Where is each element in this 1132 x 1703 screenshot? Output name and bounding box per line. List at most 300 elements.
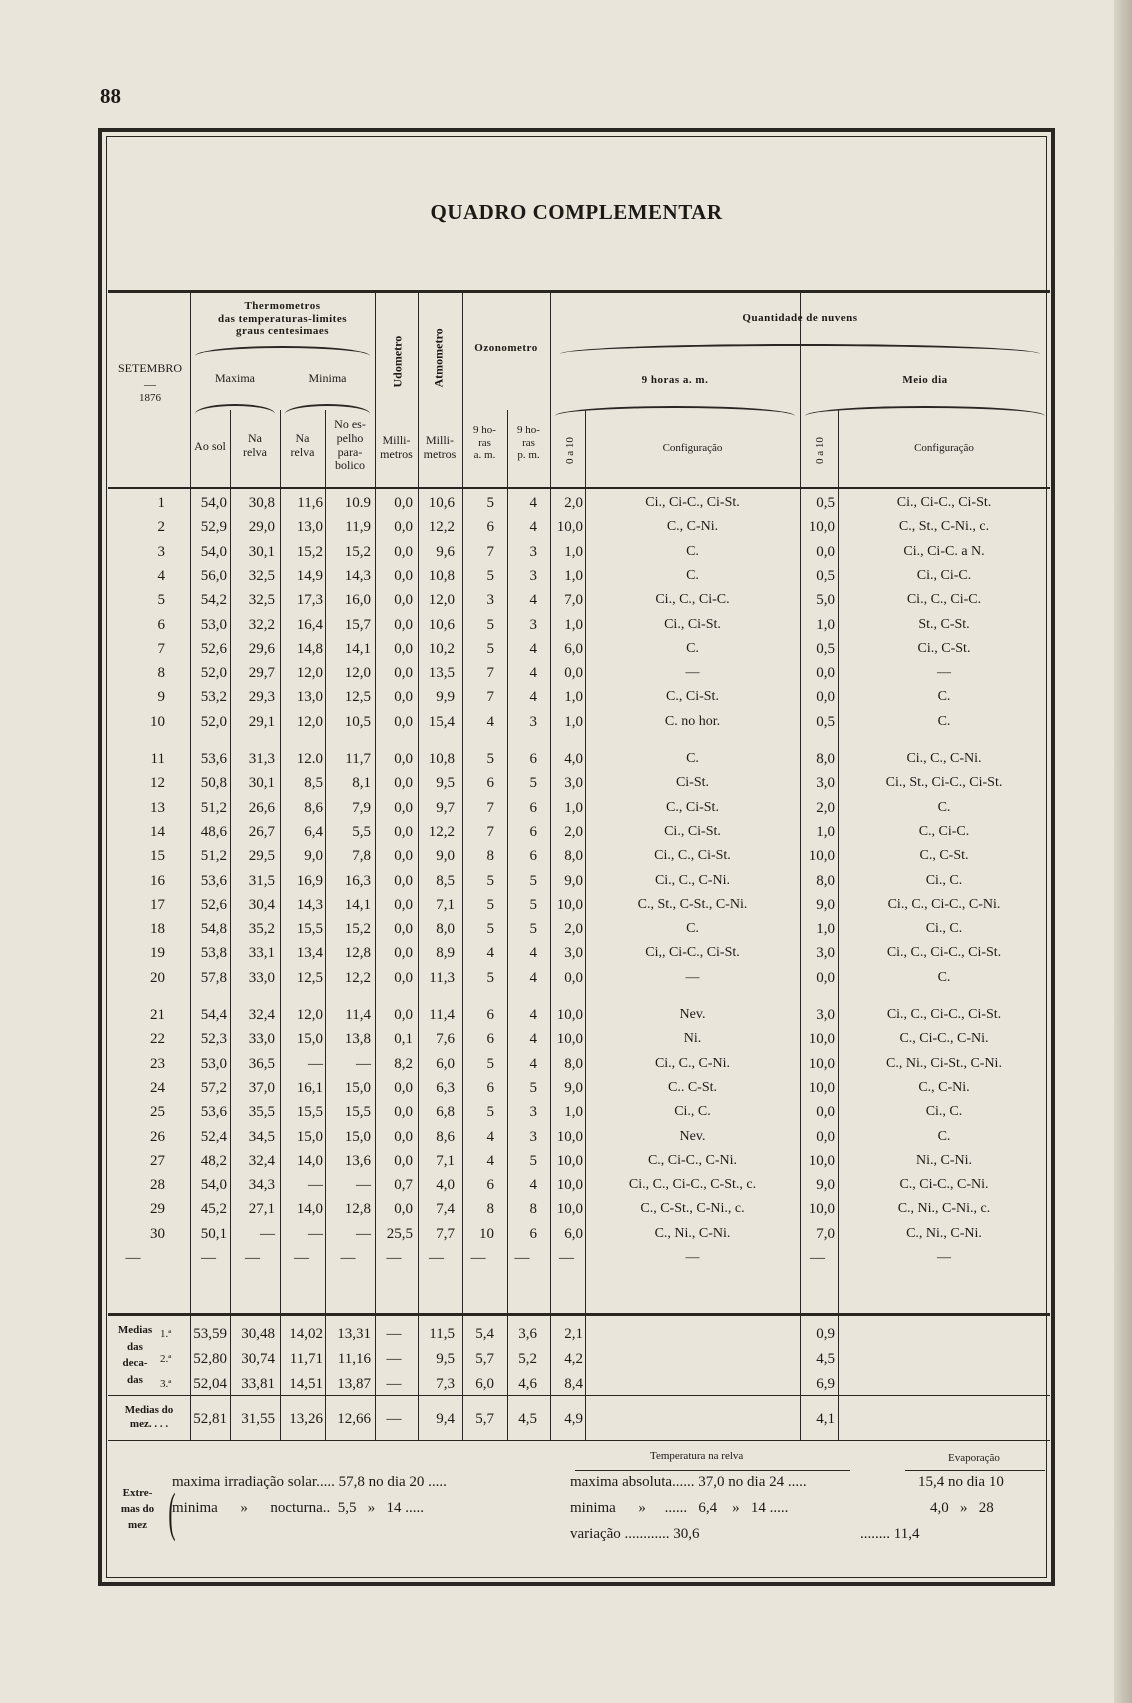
day-cell: 5 xyxy=(157,592,165,609)
table-cell: 0,0 xyxy=(394,665,413,682)
table-cell: 6,0 xyxy=(436,1055,455,1072)
table-cell: 10,0 xyxy=(808,1031,835,1048)
table-cell: Ci., C., Ci-C. xyxy=(906,592,982,608)
table-cell: 12,0 xyxy=(296,713,323,730)
table-cell: 54,8 xyxy=(200,921,227,938)
table-cell: 10,0 xyxy=(556,1007,583,1023)
table-cell: 6 xyxy=(486,1031,494,1048)
table-cell: 7,0 xyxy=(564,592,583,609)
table-cell: 13,5 xyxy=(428,665,455,682)
table-cell: — xyxy=(470,1250,486,1266)
medias-mez-label: Medias do mez. . . . xyxy=(124,1404,174,1430)
table-cell: 0,0 xyxy=(394,567,413,584)
day-cell: 30 xyxy=(150,1225,165,1242)
table-cell: 3,0 xyxy=(816,775,835,792)
table-cell: 0,0 xyxy=(816,543,835,560)
medias-cell: 5,4 xyxy=(475,1326,494,1342)
table-cell: 6 xyxy=(486,1079,494,1096)
table-cell: 5 xyxy=(486,969,494,986)
table-cell: C., Ni., Ci-St., C-Ni. xyxy=(886,1055,1002,1071)
table-cell: — xyxy=(356,1055,371,1072)
table-cell: 3 xyxy=(529,1128,537,1145)
table-cell: 8,6 xyxy=(304,799,323,816)
table-cell: 10 xyxy=(479,1225,494,1242)
table-cell: 12,8 xyxy=(344,945,371,962)
table-cell: 5 xyxy=(486,495,494,511)
table-row xyxy=(0,1052,1132,1076)
medias-cell: 30,48 xyxy=(241,1326,275,1342)
header-ao-sol: Ao sol xyxy=(194,439,226,453)
header-zero-dez-2: 0 a 10 xyxy=(814,437,826,464)
table-cell: 10,0 xyxy=(556,1177,583,1194)
table-cell: 54,2 xyxy=(200,592,227,609)
table-cell: 1,0 xyxy=(816,616,835,633)
table-cell: C., Ci-St. xyxy=(666,689,719,705)
table-row xyxy=(0,540,1132,564)
table-row xyxy=(0,564,1132,588)
table-cell: 57,8 xyxy=(200,969,227,986)
table-cell: 10,0 xyxy=(808,1079,835,1096)
table-cell: — xyxy=(685,665,700,681)
extremas-line3-c: ........ 11,4 xyxy=(860,1526,920,1542)
day-cell: 22 xyxy=(150,1031,165,1048)
table-cell: C., C-Ni. xyxy=(918,1079,970,1095)
table-cell: 0,1 xyxy=(394,1031,413,1048)
table-cell: Ci., C., Ci-C., C-St., c. xyxy=(628,1177,757,1193)
extremas-brace: ( xyxy=(168,1482,176,1542)
table-cell: 10,0 xyxy=(808,1152,835,1169)
table-cell: 32,5 xyxy=(248,592,275,609)
table-cell: 0,0 xyxy=(394,896,413,913)
medias-cell: 14,51 xyxy=(289,1376,323,1392)
table-cell: 9,0 xyxy=(436,848,455,865)
table-cell: 4 xyxy=(529,1007,537,1023)
table-cell: 5 xyxy=(529,872,537,889)
table-row xyxy=(0,1027,1132,1051)
table-cell: 1,0 xyxy=(564,1104,583,1121)
table-cell: 54,0 xyxy=(200,543,227,560)
decada-label: 2.ª xyxy=(160,1353,172,1365)
day-cell: 9 xyxy=(157,689,165,706)
table-cell: 4 xyxy=(529,689,537,706)
table-cell: 8,9 xyxy=(436,945,455,962)
table-cell: — xyxy=(308,1055,323,1072)
table-cell: 36,5 xyxy=(248,1055,275,1072)
table-cell: 5,0 xyxy=(816,592,835,609)
table-cell: Ci-St. xyxy=(675,775,710,791)
table-cell: 10,0 xyxy=(556,1152,583,1169)
medias-cell: 53,59 xyxy=(193,1326,227,1342)
table-cell: 29,3 xyxy=(248,689,275,706)
table-cell: 5 xyxy=(486,1104,494,1121)
table-cell: Ci., C. xyxy=(925,872,963,888)
table-cell: 29,6 xyxy=(248,640,275,657)
table-cell: 7,1 xyxy=(436,896,455,913)
table-cell: 1,0 xyxy=(564,799,583,816)
page-number: 88 xyxy=(100,84,121,108)
table-cell: 5 xyxy=(529,1079,537,1096)
table-cell: — xyxy=(245,1250,260,1266)
day-cell: 12 xyxy=(150,775,165,792)
table-cell: 9,0 xyxy=(304,848,323,865)
table-cell: 7,8 xyxy=(352,848,371,865)
header-thermometros: Thermometros das temperaturas-limites graus centesimaes xyxy=(217,300,347,338)
table-cell: 10,0 xyxy=(556,1201,583,1218)
table-cell: Ci., Ci-C., Ci-St. xyxy=(645,495,740,510)
table-cell: Ci., Ci-St. xyxy=(664,823,721,839)
header-millimetros-a: Milli- metros xyxy=(423,433,457,461)
page-title: QUADRO COMPLEMENTAR xyxy=(430,200,723,224)
table-cell: 13,0 xyxy=(296,519,323,536)
header-na-relva-min: Na relva xyxy=(290,431,315,459)
table-cell: 0,0 xyxy=(816,689,835,706)
table-cell: — xyxy=(308,1225,323,1242)
table-cell: C., C-Ni. xyxy=(666,519,719,535)
table-cell: C. xyxy=(937,799,951,815)
table-cell: 8 xyxy=(529,1201,537,1218)
table-cell: — xyxy=(937,1250,951,1265)
table-cell: 9,9 xyxy=(436,689,455,706)
medias-cell: 9,5 xyxy=(436,1351,455,1367)
table-cell: C. xyxy=(686,640,699,656)
day-cell: 19 xyxy=(150,945,165,962)
table-cell: 7,9 xyxy=(352,799,371,816)
table-cell: 2,0 xyxy=(816,799,835,816)
table-cell: 0,0 xyxy=(394,799,413,816)
table-cell: 6 xyxy=(529,751,537,767)
mez-cell: 13,26 xyxy=(289,1411,323,1427)
table-cell: 35,2 xyxy=(248,921,275,938)
table-row xyxy=(0,613,1132,637)
table-cell: 53,6 xyxy=(200,872,227,889)
medias-cell: 8,4 xyxy=(564,1376,583,1392)
decada-label: 3.ª xyxy=(160,1378,172,1390)
table-cell: 10,5 xyxy=(344,713,371,730)
table-cell: 7 xyxy=(486,689,494,706)
table-cell: 0,0 xyxy=(564,665,583,682)
medias-cell: 4,2 xyxy=(564,1351,583,1367)
table-cell: 8,0 xyxy=(816,751,835,767)
medias-cell: 5,7 xyxy=(475,1351,494,1367)
table-cell: 8,5 xyxy=(304,775,323,792)
day-cell: 10 xyxy=(150,713,165,730)
table-cell: 0,0 xyxy=(394,921,413,938)
evaporacao-rule xyxy=(905,1470,1045,1471)
table-cell: C. xyxy=(937,689,951,705)
table-cell: Ci,, Ci-C., Ci-St. xyxy=(645,945,740,961)
table-cell: 29,0 xyxy=(248,519,275,536)
table-cell: 0,0 xyxy=(394,945,413,962)
table-cell: C., Ci-St. xyxy=(666,799,719,815)
table-cell: 5 xyxy=(486,921,494,938)
table-cell: 12,5 xyxy=(344,689,371,706)
table-cell: 10,0 xyxy=(556,1031,583,1048)
table-cell: 8,6 xyxy=(436,1128,455,1145)
table-cell: Ci., Ci-C. a N. xyxy=(903,543,985,559)
table-cell: 5 xyxy=(486,751,494,767)
table-cell: 9,0 xyxy=(564,872,583,889)
medias-cell: 4,5 xyxy=(816,1351,835,1367)
table-cell: 12,8 xyxy=(344,1201,371,1218)
table-cell: 9,0 xyxy=(564,1079,583,1096)
table-cell: 0,0 xyxy=(394,543,413,560)
table-cell: 8,1 xyxy=(352,775,371,792)
table-cell: 6 xyxy=(486,519,494,536)
mez-cell: — xyxy=(386,1411,402,1427)
medias-cell: 0,9 xyxy=(816,1326,835,1342)
table-cell: C. xyxy=(937,969,951,985)
day-cell: — xyxy=(125,1250,141,1266)
table-cell: — xyxy=(308,1177,323,1194)
table-cell: 15,0 xyxy=(344,1128,371,1145)
table-cell: 13,8 xyxy=(344,1031,371,1048)
day-cell: 13 xyxy=(150,799,165,816)
day-cell: 1 xyxy=(157,495,165,511)
table-cell: 16,4 xyxy=(296,616,323,633)
table-cell: 29,1 xyxy=(248,713,275,730)
table-cell: 31,5 xyxy=(248,872,275,889)
table-cell: 15,2 xyxy=(344,543,371,560)
table-cell: — xyxy=(386,1250,402,1266)
table-cell: 0,0 xyxy=(394,1079,413,1096)
table-row xyxy=(0,637,1132,661)
table-cell: 51,2 xyxy=(200,799,227,816)
extremas-line2-c: 4,0 » 28 xyxy=(930,1500,994,1516)
table-cell: 12,2 xyxy=(344,969,371,986)
table-cell: 15,2 xyxy=(296,543,323,560)
table-cell: 14,3 xyxy=(344,567,371,584)
table-cell: 1,0 xyxy=(816,921,835,938)
header-meio-dia: Meio dia xyxy=(902,374,948,386)
table-row xyxy=(0,893,1132,917)
day-cell: 3 xyxy=(157,543,165,560)
day-cell: 6 xyxy=(157,616,165,633)
table-cell: 2,0 xyxy=(564,823,583,840)
table-cell: 1,0 xyxy=(816,823,835,840)
table-cell: C., Ci-C., C-Ni. xyxy=(899,1031,989,1047)
table-cell: Ci., St., Ci-C., Ci-St. xyxy=(885,775,1003,791)
medias-cell: 30,74 xyxy=(241,1351,275,1367)
table-cell: C., Ni., C-Ni. xyxy=(654,1225,731,1241)
table-cell: 5 xyxy=(529,775,537,792)
table-cell: 0,0 xyxy=(394,640,413,657)
table-cell: 53,0 xyxy=(200,616,227,633)
table-cell: 5 xyxy=(486,896,494,913)
table-cell: 0,0 xyxy=(394,848,413,865)
mez-cell: 4,1 xyxy=(816,1411,835,1427)
table-cell: 10,6 xyxy=(428,495,455,511)
header-zero-dez-1: 0 a 10 xyxy=(564,437,576,464)
table-cell: 5 xyxy=(486,640,494,657)
table-row xyxy=(0,685,1132,709)
table-cell: 3 xyxy=(486,592,494,609)
table-cell: 15,2 xyxy=(344,921,371,938)
table-cell: 27,1 xyxy=(248,1201,275,1218)
table-cell: 32,4 xyxy=(248,1152,275,1169)
table-cell: 4 xyxy=(486,1128,494,1145)
table-cell: 7,4 xyxy=(436,1201,455,1218)
table-cell: 34,3 xyxy=(248,1177,275,1194)
medias-cell: 11,5 xyxy=(429,1326,455,1342)
table-cell: — xyxy=(201,1250,216,1266)
table-cell: 0,0 xyxy=(394,1152,413,1169)
temp-relva-rule xyxy=(575,1470,850,1471)
table-cell: 0,0 xyxy=(394,969,413,986)
table-cell: 2,0 xyxy=(564,495,583,511)
table-cell: Ni. xyxy=(683,1031,702,1047)
table-cell: 15,0 xyxy=(296,1128,323,1145)
table-cell: 10,8 xyxy=(428,567,455,584)
table-cell: 4 xyxy=(529,519,537,536)
header-udometro: Udometro xyxy=(390,335,405,388)
table-cell: 30,1 xyxy=(248,543,275,560)
table-cell: 54,0 xyxy=(200,495,227,511)
table-cell: 9,5 xyxy=(436,775,455,792)
medias-cell: 52,80 xyxy=(193,1351,227,1367)
table-cell: 0,0 xyxy=(394,592,413,609)
medias-cell: 5,2 xyxy=(518,1351,537,1367)
table-cell: 33,0 xyxy=(248,1031,275,1048)
table-cell: 52,0 xyxy=(200,713,227,730)
table-cell: 15,7 xyxy=(344,616,371,633)
medias-row xyxy=(0,1347,1132,1371)
table-cell: 6 xyxy=(486,775,494,792)
table-cell: 16,9 xyxy=(296,872,323,889)
table-cell: Ni., C-Ni. xyxy=(916,1152,972,1168)
table-cell: Ci., Ci-C., Ci-St. xyxy=(896,495,992,510)
table-cell: 0,0 xyxy=(394,1128,413,1145)
table-cell: 30,4 xyxy=(248,896,275,913)
header-oz-am: 9 ho- ras a. m. xyxy=(473,424,496,462)
table-cell: 3 xyxy=(529,713,537,730)
table-cell: 6,8 xyxy=(436,1104,455,1121)
table-cell: — xyxy=(356,1177,371,1194)
table-cell: 26,7 xyxy=(248,823,275,840)
day-cell: 16 xyxy=(150,872,165,889)
table-cell: C. xyxy=(686,567,699,583)
table-cell: 15,5 xyxy=(296,1104,323,1121)
table-cell: 4 xyxy=(529,969,537,986)
table-cell: 6,3 xyxy=(436,1079,455,1096)
table-row xyxy=(0,515,1132,539)
mez-cell: 5,7 xyxy=(475,1411,494,1427)
extremas-line1-c: 15,4 no dia 10 xyxy=(918,1474,1004,1490)
table-cell: Ci., Ci-St. xyxy=(664,616,721,632)
medias-cell: — xyxy=(386,1376,402,1392)
table-cell: — xyxy=(514,1250,530,1266)
medias-cell: 11,71 xyxy=(289,1351,323,1367)
table-cell: 0,0 xyxy=(394,775,413,792)
table-cell: 10,0 xyxy=(556,519,583,536)
table-cell: 12,2 xyxy=(428,823,455,840)
table-cell: 15,0 xyxy=(344,1079,371,1096)
extremas-label: Extre- mas do mez xyxy=(120,1487,155,1531)
day-cell: 27 xyxy=(150,1152,165,1169)
table-cell: 53,8 xyxy=(200,945,227,962)
table-cell: 12,0 xyxy=(344,665,371,682)
table-cell: 5 xyxy=(529,1152,537,1169)
header-parabolico: No es- pelho para- bolico xyxy=(334,417,366,473)
table-cell: C. xyxy=(686,751,699,766)
medias-cell: 7,3 xyxy=(436,1376,455,1392)
day-cell: 18 xyxy=(150,921,165,938)
table-cell: 0,0 xyxy=(394,713,413,730)
table-cell: 8,5 xyxy=(436,872,455,889)
table-cell: 10,0 xyxy=(556,896,583,913)
table-cell: 25,5 xyxy=(386,1225,413,1242)
table-cell: 4 xyxy=(529,665,537,682)
table-cell: 0,0 xyxy=(394,751,413,767)
table-cell: 10,0 xyxy=(808,519,835,536)
medias-row xyxy=(0,1372,1132,1396)
table-cell: 33,1 xyxy=(248,945,275,962)
table-row xyxy=(0,917,1132,941)
header-nove-horas: 9 horas a. m. xyxy=(641,374,709,386)
table-cell: — xyxy=(294,1250,309,1266)
header-maxima: Maxima xyxy=(215,371,255,385)
table-cell: 32,5 xyxy=(248,567,275,584)
table-cell: C., Ci-C., C-Ni. xyxy=(647,1152,738,1168)
table-cell: 14,1 xyxy=(344,896,371,913)
header-configuracao-2: Configuração xyxy=(914,442,974,454)
evaporacao-heading: Evaporação xyxy=(948,1452,1000,1464)
table-cell: 34,5 xyxy=(248,1128,275,1145)
table-cell: Ci., C., Ci-St. xyxy=(654,848,731,864)
table-row xyxy=(0,966,1132,990)
table-cell: 8,0 xyxy=(564,1055,583,1072)
day-cell: 23 xyxy=(150,1055,165,1072)
table-cell: Ci., C-St. xyxy=(917,640,971,656)
table-row xyxy=(0,1003,1132,1027)
table-cell: C.. C-St. xyxy=(667,1079,717,1095)
table-cell: 53,6 xyxy=(200,1104,227,1121)
header-dash: — xyxy=(144,377,156,391)
table-cell: 48,2 xyxy=(200,1152,227,1169)
table-cell: 4 xyxy=(529,640,537,657)
table-cell: 16,1 xyxy=(296,1079,323,1096)
table-cell: 29,7 xyxy=(248,665,275,682)
table-cell: 4 xyxy=(529,592,537,609)
table-cell: 26,6 xyxy=(248,799,275,816)
table-cell: 8,0 xyxy=(816,872,835,889)
table-cell: Nev. xyxy=(679,1007,706,1022)
table-cell: 6 xyxy=(529,848,537,865)
table-cell: 0,0 xyxy=(394,1104,413,1121)
mez-cell: 12,66 xyxy=(337,1411,371,1427)
table-cell: 10,2 xyxy=(428,640,455,657)
table-cell: 11,3 xyxy=(429,969,455,986)
table-cell: 0,0 xyxy=(816,1104,835,1121)
extremas-line2-b: minima » ...... 6,4 » 14 ..... xyxy=(570,1500,789,1516)
table-cell: 54,0 xyxy=(200,1177,227,1194)
medias-cell: 52,04 xyxy=(193,1376,227,1392)
table-cell: 0,0 xyxy=(816,665,835,682)
day-cell: 15 xyxy=(150,848,165,865)
header-ozonometro: Ozonometro xyxy=(474,342,538,354)
table-cell: — xyxy=(429,1250,444,1266)
table-cell: Ci., C., C-Ni. xyxy=(654,872,731,888)
table-cell: Ci., C., Ci-C., C-Ni. xyxy=(887,896,1001,912)
table-cell: — xyxy=(559,1250,574,1266)
medias-mez-row xyxy=(0,1407,1132,1431)
medias-cell: 33,81 xyxy=(241,1376,275,1392)
table-cell: — xyxy=(685,1250,700,1265)
table-cell: 7,6 xyxy=(436,1031,455,1048)
table-cell: 14,8 xyxy=(296,640,323,657)
table-cell: 0,0 xyxy=(394,616,413,633)
table-row xyxy=(0,1125,1132,1149)
table-cell: — xyxy=(356,1225,371,1242)
